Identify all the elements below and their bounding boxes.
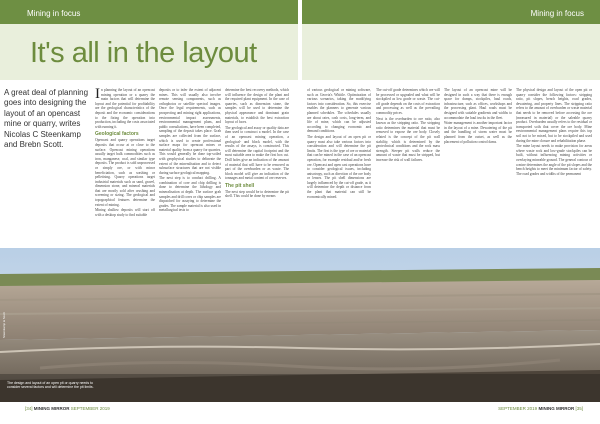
footer-right <box>498 406 583 411</box>
body-column-3 <box>225 88 289 243</box>
subheading-geological-factors: Geological factors <box>95 131 139 138</box>
body-paragraph: determine the best recovery methods, which will influence the design of the plant and the required plant equipment. In the case of quarries, such as dimension stone, the samples will be used to determine the physical appearance and dominant grain materials, to establish the best extraction layout of faces. <box>225 88 289 125</box>
body-column-7 <box>516 88 592 243</box>
footer-left <box>25 406 110 411</box>
body-column-2 <box>159 88 221 243</box>
page-number-left: [34] <box>25 406 33 411</box>
photo-credit: Steenkamp & Scott <box>2 312 6 338</box>
body-paragraph: The next step is to conduct drilling. A combination of core and chip drilling is done to determine the lithology and mineralisation at depth. The surface grab samples and drill cores or chip samples are dispatched for assaying to determine the grades. The sample material is also used in metallurgical tests to <box>159 176 221 213</box>
section-label-right: Mining in focus <box>530 9 584 18</box>
body-paragraph: Water management is another important factor in the layout of a mine. Dewatering of the pit and the handling of storm water must be planned from the outset, as well as the placement of pollution control dams. <box>444 121 512 144</box>
quarry-photo <box>0 248 600 402</box>
body-paragraph <box>95 88 155 129</box>
body-paragraph: The layout of an opencast mine will be designed in such a way that there is enough space for dumps, stockpiles, haul roads, infrastructure, such as offices, workshops and the processing plant. Haul roads must be designed with suitable gradients and widths to accommodate the haul trucks in the fleet. <box>444 88 512 120</box>
body-column-5 <box>376 88 440 243</box>
paragraph-text: n planning the layout of an opencast mining operation or a quarry the main factors that will determine the layout and the potential for profitability are the geological characteristics of the deposit and the economic considerations to the fixing the operation into production, including the costs associated with running it. <box>95 88 155 129</box>
body-paragraph: deposits or to infer the extent of adjacent mines. This will usually also involve remote sensing components, such as orthophotos or satellite spectral images. Once the legal requirements, such as prospecting and mining right applications, environmental impact assessments, environmental management plans, and public consultations, have been completed, sampling of the deposit takes place. Grab samples are collected from the surface, which is used to create professional surface maps for opencast mines or material quality from a quarry for quarries. This would generally be done top-soiled with geophysical studies to delineate the extent of the mineralisation and to detect subsurface structures that are not visible during surface geological mapping. <box>159 88 221 175</box>
issue-date-right: SEPTEMBER 2019 <box>498 406 538 411</box>
title-band-right <box>302 24 600 80</box>
article-headline: It's all in the layout <box>30 37 257 69</box>
section-label-left: Mining in focus <box>27 9 81 18</box>
page-number-right: [35] <box>575 406 583 411</box>
body-paragraph: The next step would be to determine the pit shell. This could be done by means <box>225 189 289 199</box>
body-paragraph: The geological and assay or quality data are then used to construct a model. In the case of an opencast mining operation, a geological- and block model, with the results of the assays, is constructed. This will determine the capital footprint and the most suitable area to make the first box cut. Drill holes give an indication of the amount of material that will have to be removed as part of the overburden or as waste. The block model will give an indication of the tonnages and metal content of ore reserves. <box>225 125 289 181</box>
body-column-1 <box>95 88 155 243</box>
photo-caption <box>7 381 94 390</box>
issue-date-left: SEPTEMBER 2019 <box>70 406 110 411</box>
body-paragraph: The physical design and layout of the open pit or quarry consider the following factors: stripping ratio, pit slopes, bench heights, road grades, dewatering, and property lines. The stripping ratio refers to the amount of overburden or waste material that needs to be removed before accessing the ore (measured in material) or the saleable quarry product. Overburden usually refers to the residual or transported soils that cover the ore body. Mine environmental management plans require this top soil not to be mixed, but to be stockpiled and used during the mine closure and rehabilitation phase. <box>516 88 592 143</box>
body-paragraph: The mine layout needs to make provision for areas where waste rock and low-grade stockpiles can be built, without influencing mining activities or overlaying mineable ground. The general contour of a mine determines the angle of the pit slopes and the bench heights to meet the minimum factor of safety. The road grades and widths of the permanent <box>516 144 592 176</box>
body-paragraph: Mining shallow deposits will start off with a desktop study to find suitable <box>95 208 155 217</box>
body-paragraph: The design and layout of an open pit or quarry must also take various factors into consideration and will determine the pit limits. The first is the type of ore or material that can be mined in the case of an opencast operation, for example residual and/or fresh ore. Opencast and open cast operations have to consider geological issues, including anisotropy, such as direction of the ore body or lenses. The pit shell dimensions are largely influenced by the cut-off grade, as it will determine the depth or distance from the plant that material can still be economically mined. <box>307 134 371 199</box>
photo-caption-line: consider several factors and will determine the pit limits. <box>7 385 94 390</box>
quarry-photo-illustration <box>0 248 600 402</box>
body-paragraph: The cut-off grade determines which ore will be processed or upgraded and what will be stockpiled as low grade or waste. The cut-off grade depends on the costs of extraction and processing as well as the prevailing commodity prices. <box>376 88 440 115</box>
body-paragraph: of various geological or mining software, such as Geovia's Whittle. Optimisation of various scenarios, taking the modifying factors into consideration. So, this exercise enables the planners to generate various planned schedules. The schedules usually are about rates, cash costs, long-term, and life of mine, which can be adjusted according to changing economic and demand conditions. <box>307 88 371 134</box>
drop-cap: I <box>95 88 100 102</box>
photo-caption-line: The design and layout of an open pit or quarry needs to <box>7 381 94 385</box>
body-column-6 <box>444 88 512 243</box>
body-paragraph: Next is the overburden to ore ratio, also known as the stripping ratio. The stripping ratio determines the material that must be removed to expose the ore body. Closely related is the concept of the pit wall stability, which is determined by the geotechnical conditions and the rock mass strength. Steeper pit walls reduce the amount of waste that must be stripped, but increase the risk of wall failures. <box>376 116 440 162</box>
article-standfirst: A great deal of planning goes into designing the layout of an opencast mine or quarry, writes Nicolas C Steenkamp and Brebn Scott. <box>4 88 89 150</box>
magazine-title-right: MINING MIRROR <box>538 406 575 411</box>
body-paragraph: Opencast and quarry operations target deposits that occur at or close to the surface. Opencast mining operations usually target bulk commodities such as iron, manganese, coal, and similar type deposits. The product is sold unprocessed or simply ore, or with minor beneficiation, such as washing or pelletising. Quarry operations target industrial materials such as sand, gravel, dimension stone, and mineral materials that are mostly sold after crushing and screening or sizing. The geological and topographical features determine the extent of mining. <box>95 138 155 207</box>
subheading-pit-shell: The pit shell <box>225 182 255 189</box>
magazine-title-left: MINING MIRROR <box>33 406 70 411</box>
body-column-4 <box>307 88 371 243</box>
